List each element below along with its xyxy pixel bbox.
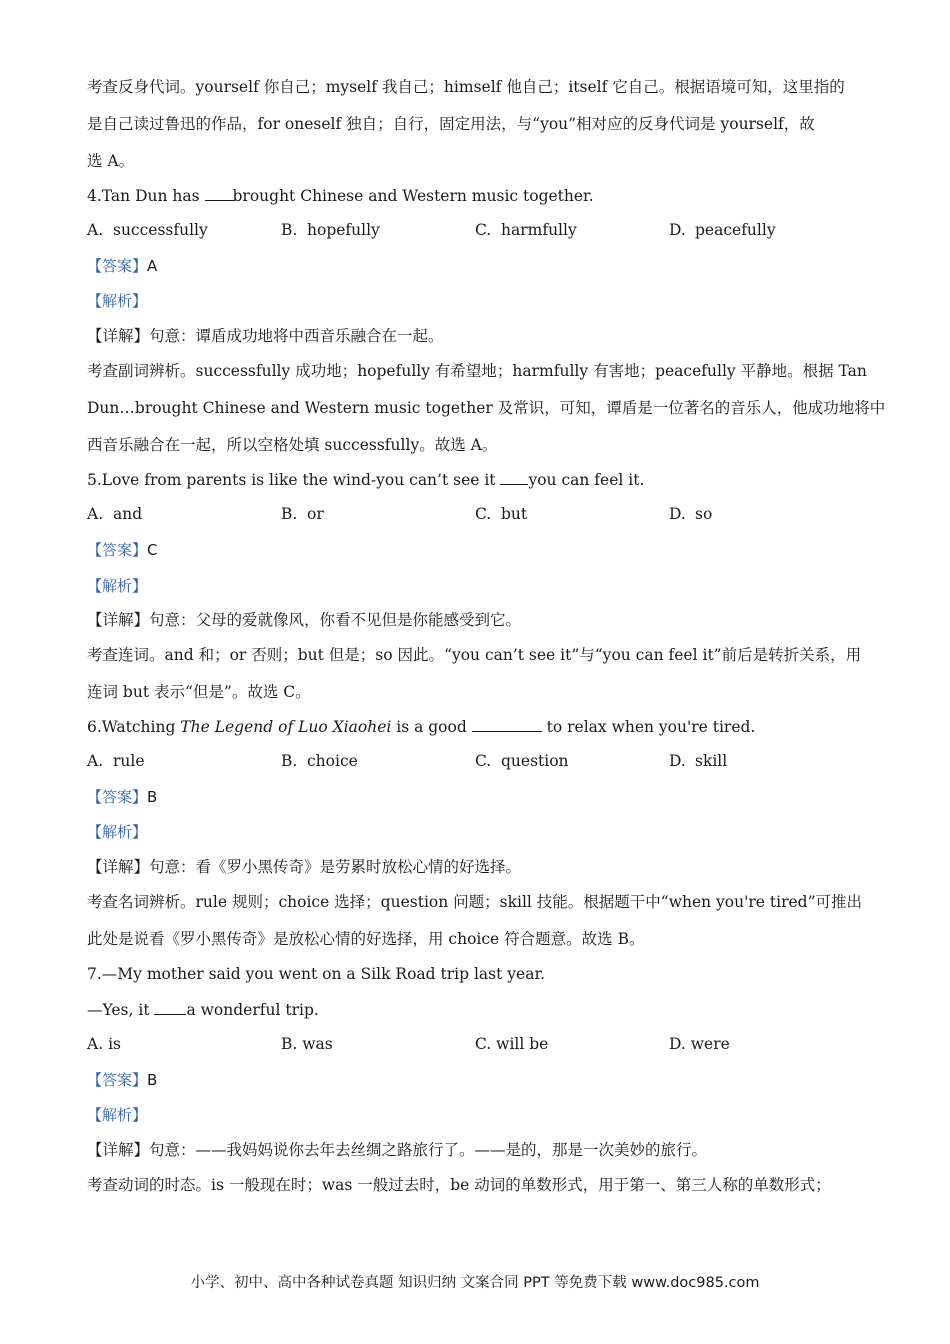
q4-analysis-tag: 【解析】 xyxy=(87,292,148,310)
option-b: B. choice xyxy=(281,752,358,770)
option-d: D. were xyxy=(669,1035,730,1053)
option-a: A. and xyxy=(87,505,143,523)
answer-blank xyxy=(472,717,542,732)
q5-stem: 5.Love from parents is like the wind-you can’t see it you can feel it. xyxy=(87,471,645,489)
q6-explain-1: 考查名词辨析。rule 规则；choice 选择；question 问题；skill 技能。根据题干中“when you're tired”可推出 xyxy=(87,893,863,911)
q4-explain-1: 考查副词辨析。successfully 成功地；hopefully 有希望地；harmfully 有害地；peacefully 平静地。根据 Tan xyxy=(87,362,867,380)
q7-options xyxy=(87,1035,867,1055)
q5-detail: 【详解】句意：父母的爱就像风，你看不见但是你能感受到它。 xyxy=(87,611,522,629)
option-b: B. was xyxy=(281,1035,333,1053)
q5-analysis-tag: 【解析】 xyxy=(87,577,148,595)
q4-detail: 【详解】句意：谭盾成功地将中西音乐融合在一起。 xyxy=(87,327,444,345)
q7-detail: 【详解】句意：——我妈妈说你去年去丝绸之路旅行了。——是的，那是一次美妙的旅行。 xyxy=(87,1141,708,1159)
option-a: A. successfully xyxy=(87,221,208,239)
q4-explain-3: 西音乐融合在一起，所以空格处填 successfully。故选 A。 xyxy=(87,436,498,454)
q5-answer: 【答案】C xyxy=(87,541,158,559)
q5-explain-1: 考查连词。and 和；or 否则；but 但是；so 因此。“you can’t see it”与“you can feel it”前后是转折关系，用 xyxy=(87,646,862,664)
answer-blank xyxy=(500,470,528,485)
option-d: D. peacefully xyxy=(669,221,776,239)
q6-options xyxy=(87,752,867,772)
option-d: D. so xyxy=(669,505,713,523)
option-a: A. is xyxy=(87,1035,121,1053)
q6-detail: 【详解】句意：看《罗小黑传奇》是劳累时放松心情的好选择。 xyxy=(87,858,522,876)
q4-options xyxy=(87,221,867,241)
option-c: C. harmfully xyxy=(475,221,577,239)
option-b: B. hopefully xyxy=(281,221,380,239)
option-c: C. question xyxy=(475,752,569,770)
q4-explain-2: Dun…brought Chinese and Western music together 及常识，可知，谭盾是一位著名的音乐人，他成功地将中 xyxy=(87,399,886,417)
answer-blank xyxy=(205,186,233,201)
q7-explain-1: 考查动词的时态。is 一般现在时；was 一般过去时，be 动词的单数形式，用于第一、第三人称的单数形式； xyxy=(87,1176,831,1194)
intro-line-3: 选 A。 xyxy=(87,152,135,170)
q7-answer: 【答案】B xyxy=(87,1071,158,1089)
q4-stem: 4.Tan Dun has brought Chinese and Western music together. xyxy=(87,187,594,205)
intro-line-1: 考查反身代词。yourself 你自己；myself 我自己；himself 他自己；itself 它自己。根据语境可知，这里指的 xyxy=(87,78,845,96)
option-a: A. rule xyxy=(87,752,145,770)
q7-stem-2: —Yes, it a wonderful trip. xyxy=(87,1001,319,1019)
q7-analysis-tag: 【解析】 xyxy=(87,1106,148,1124)
option-c: C. will be xyxy=(475,1035,549,1053)
q7-stem-1: 7.—My mother said you went on a Silk Road trip last year. xyxy=(87,965,546,983)
answer-blank xyxy=(154,1000,186,1015)
q6-explain-2: 此处是说看《罗小黑传奇》是放松心情的好选择，用 choice 符合题意。故选 B。 xyxy=(87,930,645,948)
option-b: B. or xyxy=(281,505,324,523)
q4-answer: 【答案】A xyxy=(87,257,158,275)
q6-analysis-tag: 【解析】 xyxy=(87,823,148,841)
page-footer: 小学、初中、高中各种试卷真题 知识归纳 文案合同 PPT 等免费下载 www.doc985.com xyxy=(190,1275,760,1291)
q5-explain-2: 连词 but 表示“但是”。故选 C。 xyxy=(87,683,311,701)
intro-line-2: 是自己读过鲁迅的作品，for oneself 独自；自行，固定用法，与“you”相对应的反身代词是 yourself，故 xyxy=(87,115,815,133)
q5-options xyxy=(87,505,867,525)
option-d: D. skill xyxy=(669,752,728,770)
q6-stem: 6.Watching The Legend of Luo Xiaohei is a good to relax when you're tired. xyxy=(87,718,756,736)
option-c: C. but xyxy=(475,505,528,523)
q6-answer: 【答案】B xyxy=(87,788,158,806)
